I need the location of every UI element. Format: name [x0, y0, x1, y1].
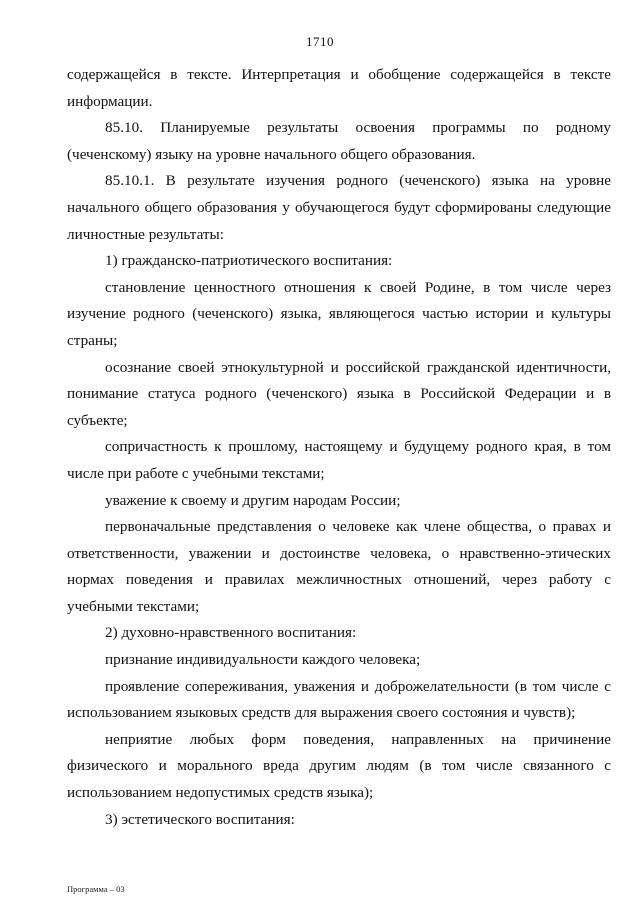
- paragraph-section-85-10-1: 85.10.1. В результате изучения родного (чеченского) языка на уровне начального общего образования у обучающегося будут сформированы следующие личностные результаты:: [67, 172, 611, 243]
- heading-aesthetic: 3) эстетического воспитания:: [105, 810, 295, 828]
- footer-label: Программа – 03: [67, 884, 125, 894]
- heading-spiritual-moral: 2) духовно-нравственного воспитания:: [105, 624, 357, 642]
- paragraph-item: проявление сопереживания, уважения и доброжелательности (в том числе с использованием языковых средств для выражения своего состояния и чувств);: [67, 677, 611, 722]
- paragraph-item: первоначальные представления о человеке как члене общества, о правах и ответственности, уважении и достоинстве человека, о нравственно-этических нормах поведения и правилах межличностных отношений, через работу с учебными текстами;: [67, 518, 611, 615]
- paragraph-item: уважение к своему и другим народам России;: [105, 491, 401, 509]
- page-number: 1710: [306, 34, 334, 49]
- paragraph-item: осознание своей этнокультурной и российской гражданской идентичности, понимание статуса родного (чеченского) языка в Российской Федерации и в субъекте;: [67, 358, 611, 429]
- paragraph-section-85-10: 85.10. Планируемые результаты освоения программы по родному (чеченскому) языку на уровне начального общего образования.: [67, 119, 611, 163]
- paragraph-item: становление ценностного отношения к своей Родине, в том числе через изучение родного (чеченского) языка, являющегося частью истории и культуры страны;: [67, 278, 611, 349]
- paragraph-item: неприятие любых форм поведения, направленных на причинение физического и морального вреда другим людям (в том числе связанного с использованием недопустимых средств языка);: [67, 730, 611, 802]
- paragraph-item: сопричастность к прошлому, настоящему и будущему родного края, в том числе при работе с учебными текстами;: [67, 438, 611, 482]
- heading-civic-patriotic: 1) гражданско-патриотического воспитания:: [105, 252, 393, 270]
- paragraph-continuation: содержащейся в тексте. Интерпретация и обобщение содержащейся в тексте информации.: [67, 66, 611, 110]
- document-body: [67, 62, 611, 833]
- paragraph-item: признание индивидуальности каждого человека;: [105, 651, 421, 669]
